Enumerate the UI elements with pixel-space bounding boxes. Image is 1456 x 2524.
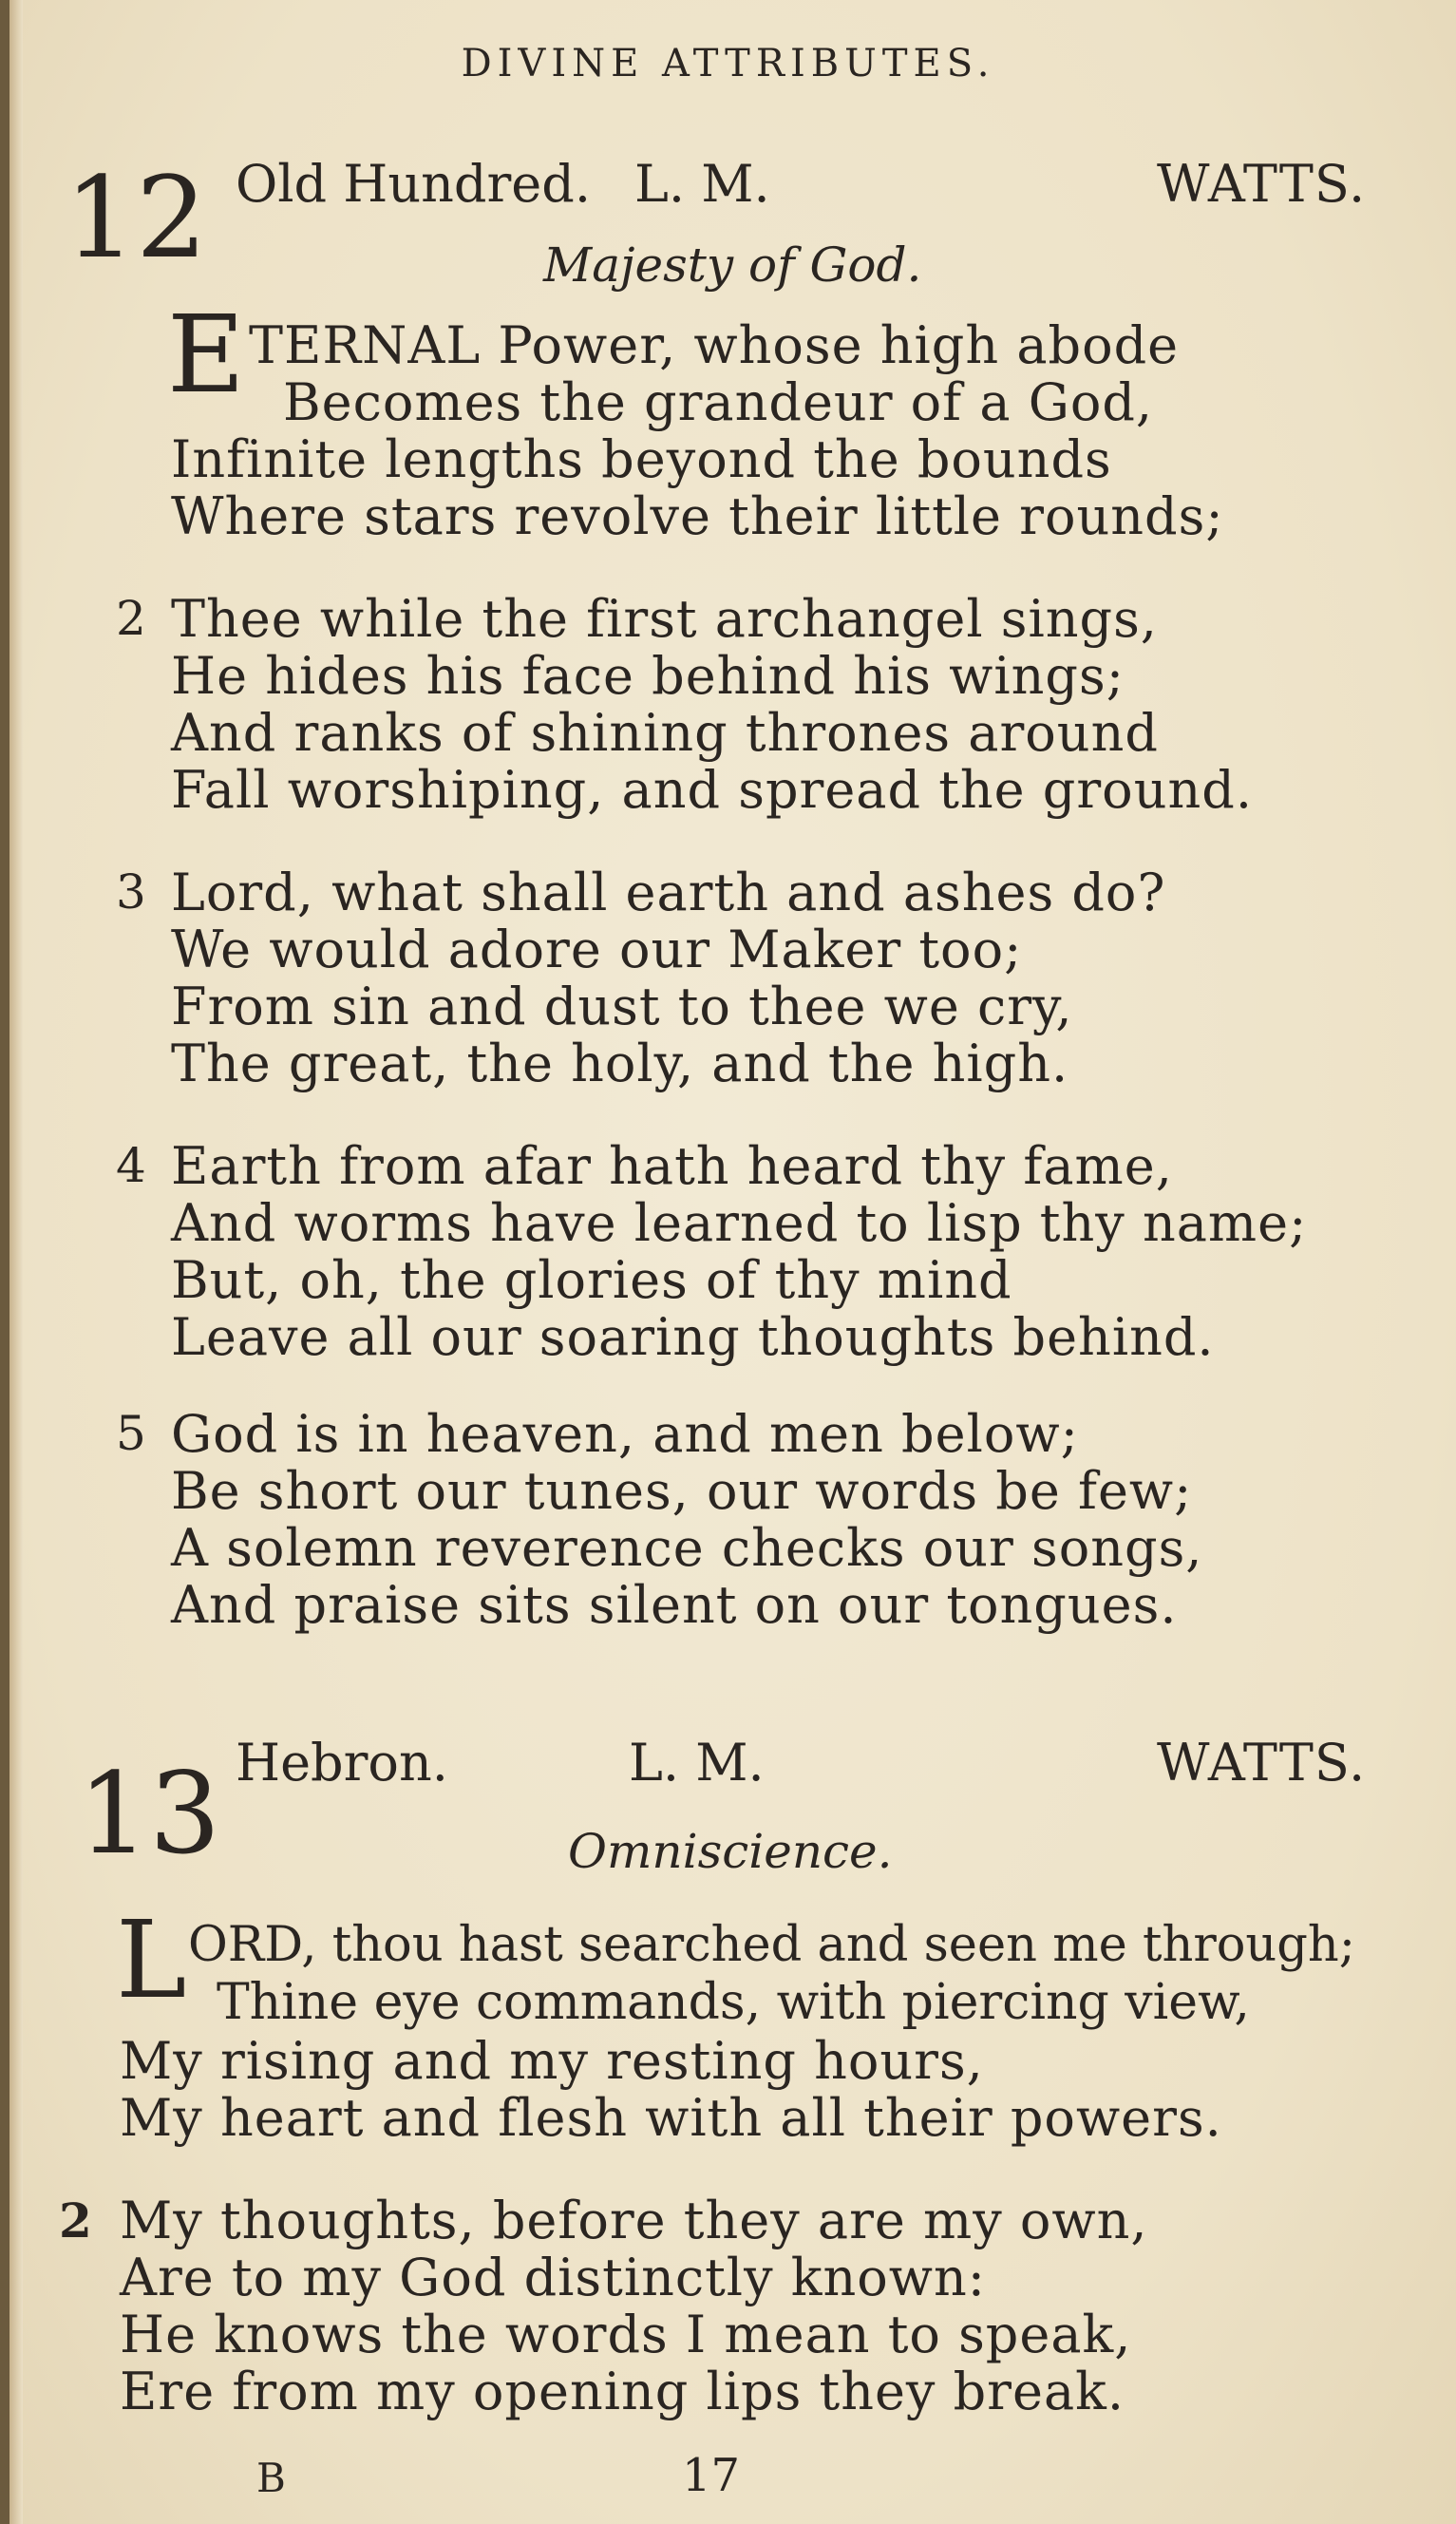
hymn13-s2-line4: Ere from my opening lips they break. xyxy=(120,2362,1125,2421)
hymn13-s1-line4: My heart and flesh with all their powers. xyxy=(120,2088,1222,2148)
hymn12-s2-line3: And ranks of shining thrones around xyxy=(171,703,1159,763)
hymn12-s1-line4: Where stars revolve their little rounds; xyxy=(171,486,1224,546)
hymn12-s5-line2: Be short our tunes, our words be few; xyxy=(171,1461,1193,1521)
hymn12-s2-line1: Thee while the first archangel sings, xyxy=(171,589,1158,649)
hymn12-s2-line4: Fall worshiping, and spread the ground. xyxy=(171,760,1253,820)
hymn12-s1-line1: TERNAL Power, whose high abode xyxy=(249,315,1180,375)
hymn12-s1-line2: Becomes the grandeur of a God, xyxy=(283,372,1154,432)
hymn12-s4-line2: And worms have learned to lisp thy name; xyxy=(171,1193,1308,1253)
hymn12-meter: L. M. xyxy=(634,154,770,214)
hymn12-verse-number: 2 xyxy=(116,591,146,646)
hymn12-tune: Old Hundred. xyxy=(236,154,591,214)
binding-shadow xyxy=(9,0,23,2524)
running-head: DIVINE ATTRIBUTES. xyxy=(461,42,995,85)
signature-mark: B xyxy=(256,2455,286,2501)
hymn12-verse-number: 4 xyxy=(116,1138,146,1193)
hymn12-s1-line3: Infinite lengths beyond the bounds xyxy=(171,429,1112,489)
hymn13-s2-line3: He knows the words I mean to speak, xyxy=(120,2305,1132,2364)
hymn12-verse-number: 5 xyxy=(116,1406,146,1461)
hymn12-s3-line2: We would adore our Maker too; xyxy=(171,920,1023,979)
hymn-number-13: 13 xyxy=(78,1748,221,1879)
hymn13-subject: Omniscience. xyxy=(568,1824,893,1879)
hymn12-author: WATTS. xyxy=(1157,154,1367,214)
hymn13-dropcap: L xyxy=(116,1899,187,2022)
hymn12-s3-line1: Lord, what shall earth and ashes do? xyxy=(171,863,1166,922)
hymn13-s1-line1: ORD, thou hast searched and seen me through; xyxy=(188,1917,1355,1973)
binding-edge xyxy=(0,0,9,2524)
hymn12-s2-line2: He hides his face behind his wings; xyxy=(171,646,1125,706)
hymn13-s2-line1: My thoughts, before they are my own, xyxy=(120,2191,1148,2250)
hymn13-tune: Hebron. xyxy=(236,1733,448,1793)
hymn12-s5-line3: A solemn reverence checks our songs, xyxy=(171,1518,1203,1578)
hymn12-dropcap: E xyxy=(167,294,245,417)
hymn12-subject: Majesty of God. xyxy=(543,237,922,293)
hymn13-s2-line2: Are to my God distinctly known: xyxy=(120,2248,986,2307)
hymn12-s3-line4: The great, the holy, and the high. xyxy=(171,1034,1069,1093)
hymn13-verse-number: 2 xyxy=(59,2192,92,2249)
hymn12-verse-number: 3 xyxy=(116,864,146,920)
hymn-number-12: 12 xyxy=(65,152,208,283)
hymn13-meter: L. M. xyxy=(629,1733,765,1793)
hymn12-s3-line3: From sin and dust to thee we cry, xyxy=(171,977,1073,1036)
hymn12-s4-line1: Earth from afar hath heard thy fame, xyxy=(171,1136,1173,1196)
hymn13-author: WATTS. xyxy=(1157,1733,1367,1793)
hymn12-s4-line3: But, oh, the glories of thy mind xyxy=(171,1250,1012,1310)
hymn12-s5-line1: God is in heaven, and men below; xyxy=(171,1404,1079,1464)
hymn12-s5-line4: And praise sits silent on our tongues. xyxy=(171,1575,1178,1635)
hymn13-s1-line3: My rising and my resting hours, xyxy=(120,2031,984,2091)
page-number: 17 xyxy=(682,2449,741,2502)
hymn12-s4-line4: Leave all our soaring thoughts behind. xyxy=(171,1307,1215,1367)
hymn13-s1-line2: Thine eye commands, with piercing view, xyxy=(217,1974,1250,2031)
